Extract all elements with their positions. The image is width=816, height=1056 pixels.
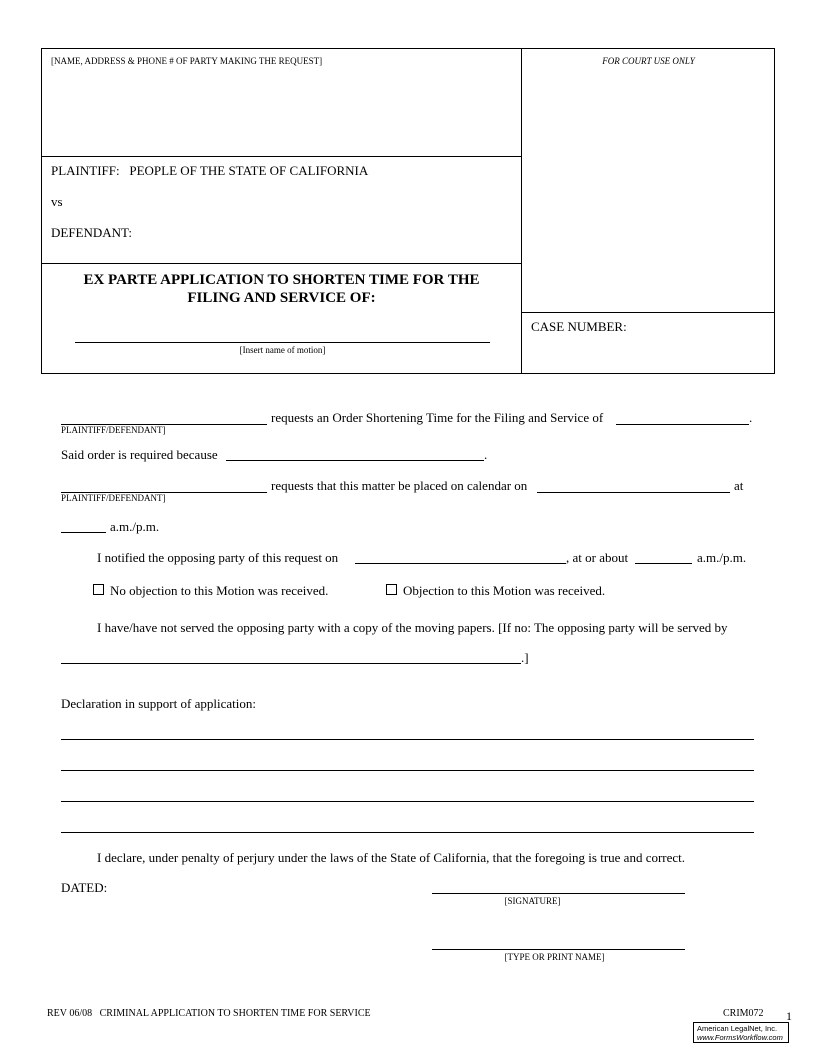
calendar-at-text: at <box>734 478 744 493</box>
party-caption-1: PLAINTIFF/DEFENDANT] <box>61 425 166 435</box>
form-title-line-2: FILING AND SERVICE OF: <box>187 290 376 306</box>
motion-name-field[interactable] <box>75 342 490 343</box>
order-required-end: . <box>484 447 488 462</box>
objection-option[interactable] <box>386 583 605 599</box>
no-objection-option[interactable] <box>93 583 328 599</box>
declaration-line-2[interactable] <box>61 770 754 771</box>
declaration-label: Declaration in support of application: <box>61 696 256 711</box>
caption-divider-vertical <box>521 48 522 374</box>
page-number: 1 <box>786 1009 792 1023</box>
caption-divider-3 <box>521 312 775 313</box>
notified-ampm-text: a.m./p.m. <box>697 550 747 565</box>
served-text: I have/have not served the opposing party with a copy of the moving papers. [If no: The opposing party will be served by <box>97 620 728 635</box>
order-required-text: Said order is required because <box>61 447 218 462</box>
notified-date-field[interactable] <box>355 563 566 564</box>
notified-time-field[interactable] <box>635 563 692 564</box>
print-name-field[interactable] <box>432 949 685 950</box>
reason-field[interactable] <box>226 460 484 461</box>
party-info-label: [NAME, ADDRESS & PHONE # OF PARTY MAKING THE REQUEST] <box>51 56 323 66</box>
caption-divider-2 <box>41 263 522 264</box>
signature-caption: [SIGNATURE] <box>504 896 561 906</box>
calendar-date-field[interactable] <box>537 492 730 493</box>
service-of-field[interactable] <box>616 424 749 425</box>
party-caption-2: PLAINTIFF/DEFENDANT] <box>61 493 166 503</box>
court-use-label: FOR COURT USE ONLY <box>602 56 695 66</box>
served-end-text: .] <box>521 650 529 665</box>
footer-rev-text: REV 06/08 CRIMINAL APPLICATION TO SHORTEN TIME FOR SERVICE <box>47 1008 371 1019</box>
declaration-line-1[interactable] <box>61 739 754 740</box>
caption-divider-1 <box>41 156 522 157</box>
calendar-request-text: requests that this matter be placed on calendar on <box>271 478 528 493</box>
ampm-text: a.m./p.m. <box>110 519 160 534</box>
form-title <box>41 271 522 307</box>
notified-at-about-text: , at or about <box>566 550 629 565</box>
declaration-line-3[interactable] <box>61 801 754 802</box>
no-objection-checkbox[interactable] <box>93 584 104 595</box>
dated-label: DATED: <box>61 880 108 895</box>
publisher-url: www.FormsWorkflow.com <box>697 1033 783 1042</box>
shorten-request-text: requests an Order Shortening Time for the Filing and Service of <box>271 410 604 425</box>
objection-label: Objection to this Motion was received. <box>403 583 606 598</box>
publisher-name: American LegalNet, Inc. <box>697 1024 778 1033</box>
calendar-time-field[interactable] <box>61 532 106 533</box>
defendant-label: DEFENDANT: <box>51 225 132 240</box>
print-name-caption: [TYPE OR PRINT NAME] <box>504 952 605 962</box>
publisher-box <box>693 1022 789 1043</box>
declaration-line-4[interactable] <box>61 832 754 833</box>
shorten-request-end: . <box>749 410 753 425</box>
footer-form-code: CRIM072 <box>723 1008 764 1019</box>
perjury-declaration-text: I declare, under penalty of perjury under the laws of the State of California, that the foregoing is true and correct. <box>97 850 686 865</box>
signature-field[interactable] <box>432 893 685 894</box>
caption-box <box>41 48 775 374</box>
case-number-label: CASE NUMBER: <box>531 319 627 334</box>
motion-name-caption: [Insert name of motion] <box>239 345 326 355</box>
notified-text: I notified the opposing party of this request on <box>97 550 339 565</box>
no-objection-label: No objection to this Motion was received. <box>110 583 329 598</box>
served-by-field[interactable] <box>61 663 521 664</box>
objection-checkbox[interactable] <box>386 584 397 595</box>
vs-label: vs <box>51 194 63 209</box>
form-title-line-1: EX PARTE APPLICATION TO SHORTEN TIME FOR THE <box>83 272 480 288</box>
plaintiff-label: PLAINTIFF: PEOPLE OF THE STATE OF CALIFORNIA <box>51 163 369 178</box>
